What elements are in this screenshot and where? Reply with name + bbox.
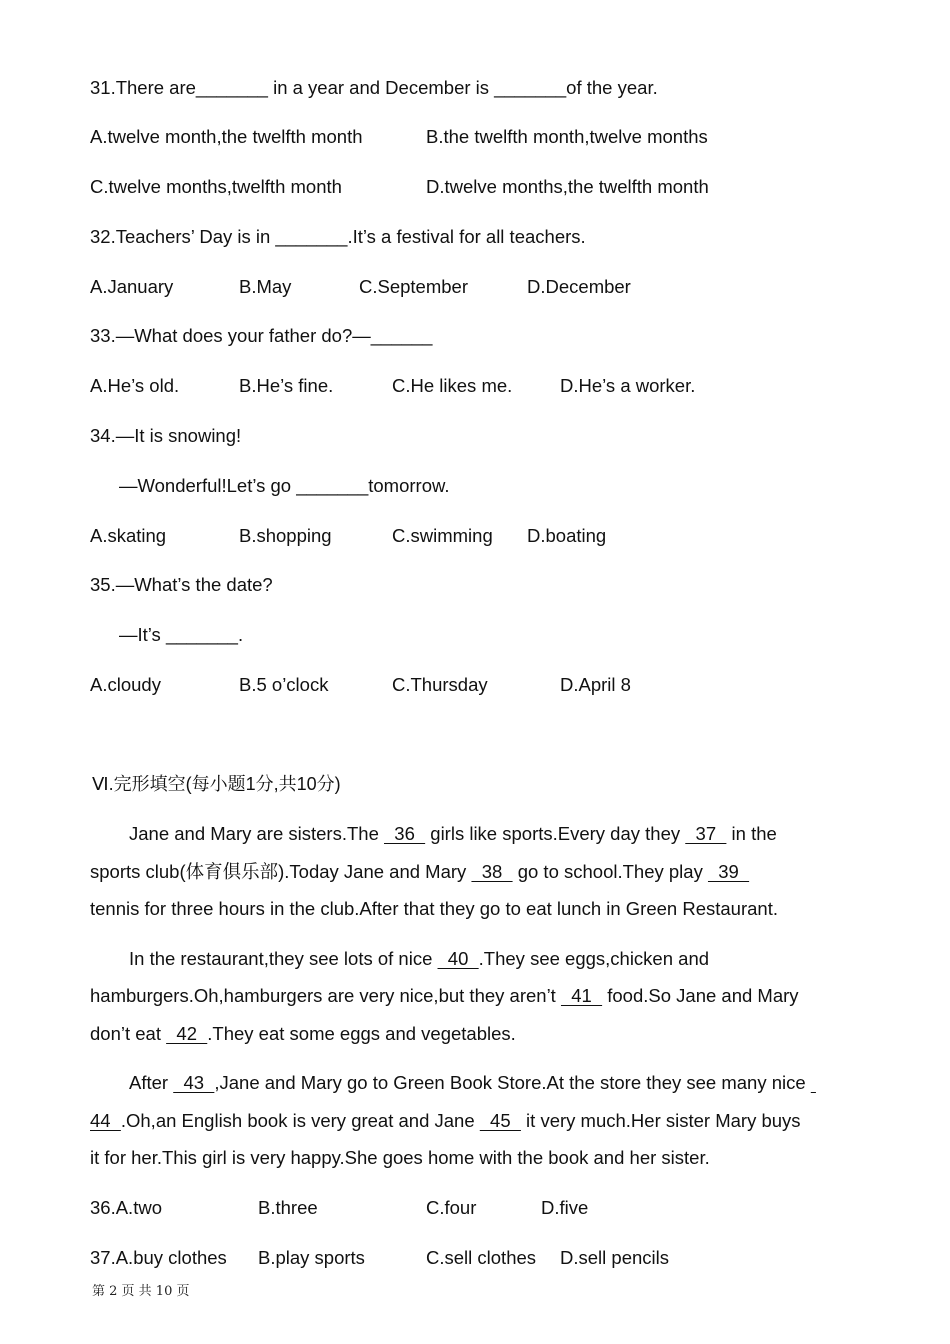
passage-p2-line2: hamburgers.Oh,hamburgers are very nice,but they aren’t 41 food.So Jane and Mary: [90, 985, 799, 1006]
passage-p1-line3: tennis for three hours in the club.After that they go to eat lunch in Green Restaurant.: [90, 898, 778, 919]
question-31-option-c: C.twelve months,twelfth month: [90, 176, 342, 197]
blank-38: 38: [471, 861, 513, 882]
question-31-stem: 31.There are_______ in a year and December is _______of the year.: [90, 77, 658, 98]
question-31-option-a: A.twelve month,the twelfth month: [90, 126, 363, 147]
passage-p3-line3: it for her.This girl is very happy.She goes home with the book and her sister.: [90, 1147, 710, 1168]
question-32-option-a: A.January: [90, 276, 174, 297]
question-34-option-a: A.skating: [90, 525, 167, 546]
passage-p2-line1: In the restaurant,they see lots of nice 40 .They see eggs,chicken and: [129, 948, 710, 969]
question-34-option-b: B.shopping: [239, 525, 332, 546]
question-33-option-d: D.He’s a worker.: [560, 375, 696, 396]
question-35-option-c: C.Thursday: [392, 674, 488, 695]
question-31-option-b: B.the twelfth month,twelve months: [426, 126, 708, 147]
blank-44: 44: [90, 1110, 121, 1131]
question-35-option-d: D.April 8: [560, 674, 631, 695]
blank-37: 37: [685, 823, 727, 844]
question-31-option-d: D.twelve months,the twelfth month: [426, 176, 709, 197]
question-32-option-b: B.May: [239, 276, 292, 297]
question-33-option-a: A.He’s old.: [90, 375, 180, 396]
question-35-stem: 35.—What’s the date?: [90, 574, 273, 595]
question-34-option-c: C.swimming: [392, 525, 493, 546]
question-33-stem: 33.—What does your father do?—______: [90, 325, 433, 346]
section-title: Ⅵ.完形填空(每小题1分,共10分): [92, 774, 341, 794]
passage-p2-line3: don’t eat 42 .They eat some eggs and vegetables.: [90, 1023, 516, 1044]
blank-39: 39: [707, 861, 750, 882]
blank-41: 41: [560, 985, 603, 1006]
question-34-stem: 34.—It is snowing!: [90, 425, 242, 446]
question-37-option-b: B.play sports: [258, 1247, 365, 1268]
blank-45: 45: [479, 1110, 521, 1131]
blank-40: 40: [437, 948, 479, 969]
question-37-option-a: 37.A.buy clothes: [90, 1247, 227, 1268]
blank-36: 36: [384, 823, 426, 844]
question-36-option-a: 36.A.two: [90, 1197, 162, 1218]
question-32-stem: 32.Teachers’ Day is in _______.It’s a festival for all teachers.: [90, 226, 586, 247]
question-37-option-d: D.sell pencils: [560, 1247, 669, 1268]
question-36-option-d: D.five: [541, 1197, 589, 1218]
question-34-option-d: D.boating: [527, 525, 607, 546]
question-33-option-b: B.He’s fine.: [239, 375, 334, 396]
passage-p1-line2: sports club(体育俱乐部).Today Jane and Mary 38 go to school.They play 39: [90, 861, 750, 882]
question-34-stem-reply: —Wonderful!Let’s go _______tomorrow.: [119, 475, 450, 496]
question-32-option-d: D.December: [527, 276, 631, 297]
passage-p1-line1: Jane and Mary are sisters.The 36 girls like sports.Every day they 37 in the: [129, 823, 777, 844]
question-35-stem-reply: —It’s _______.: [119, 624, 244, 645]
passage-p3-line1: After 43 ,Jane and Mary go to Green Book Store.At the store they see many nice: [129, 1072, 811, 1093]
question-35-option-b: B.5 o’clock: [239, 674, 329, 695]
question-32-option-c: C.September: [359, 276, 468, 297]
question-37-option-c: C.sell clothes: [426, 1247, 537, 1268]
question-36-option-b: B.three: [258, 1197, 318, 1218]
question-33-option-c: C.He likes me.: [392, 375, 513, 396]
passage-p3-line2: 44 .Oh,an English book is very great and Jane 45 it very much.Her sister Mary buys: [90, 1110, 801, 1131]
question-35-option-a: A.cloudy: [90, 674, 161, 695]
blank-42: 42: [166, 1023, 208, 1044]
question-36-option-c: C.four: [426, 1197, 477, 1218]
page-footer: 第 2 页 共 10 页: [92, 1284, 190, 1299]
blank-43: 43: [173, 1072, 215, 1093]
